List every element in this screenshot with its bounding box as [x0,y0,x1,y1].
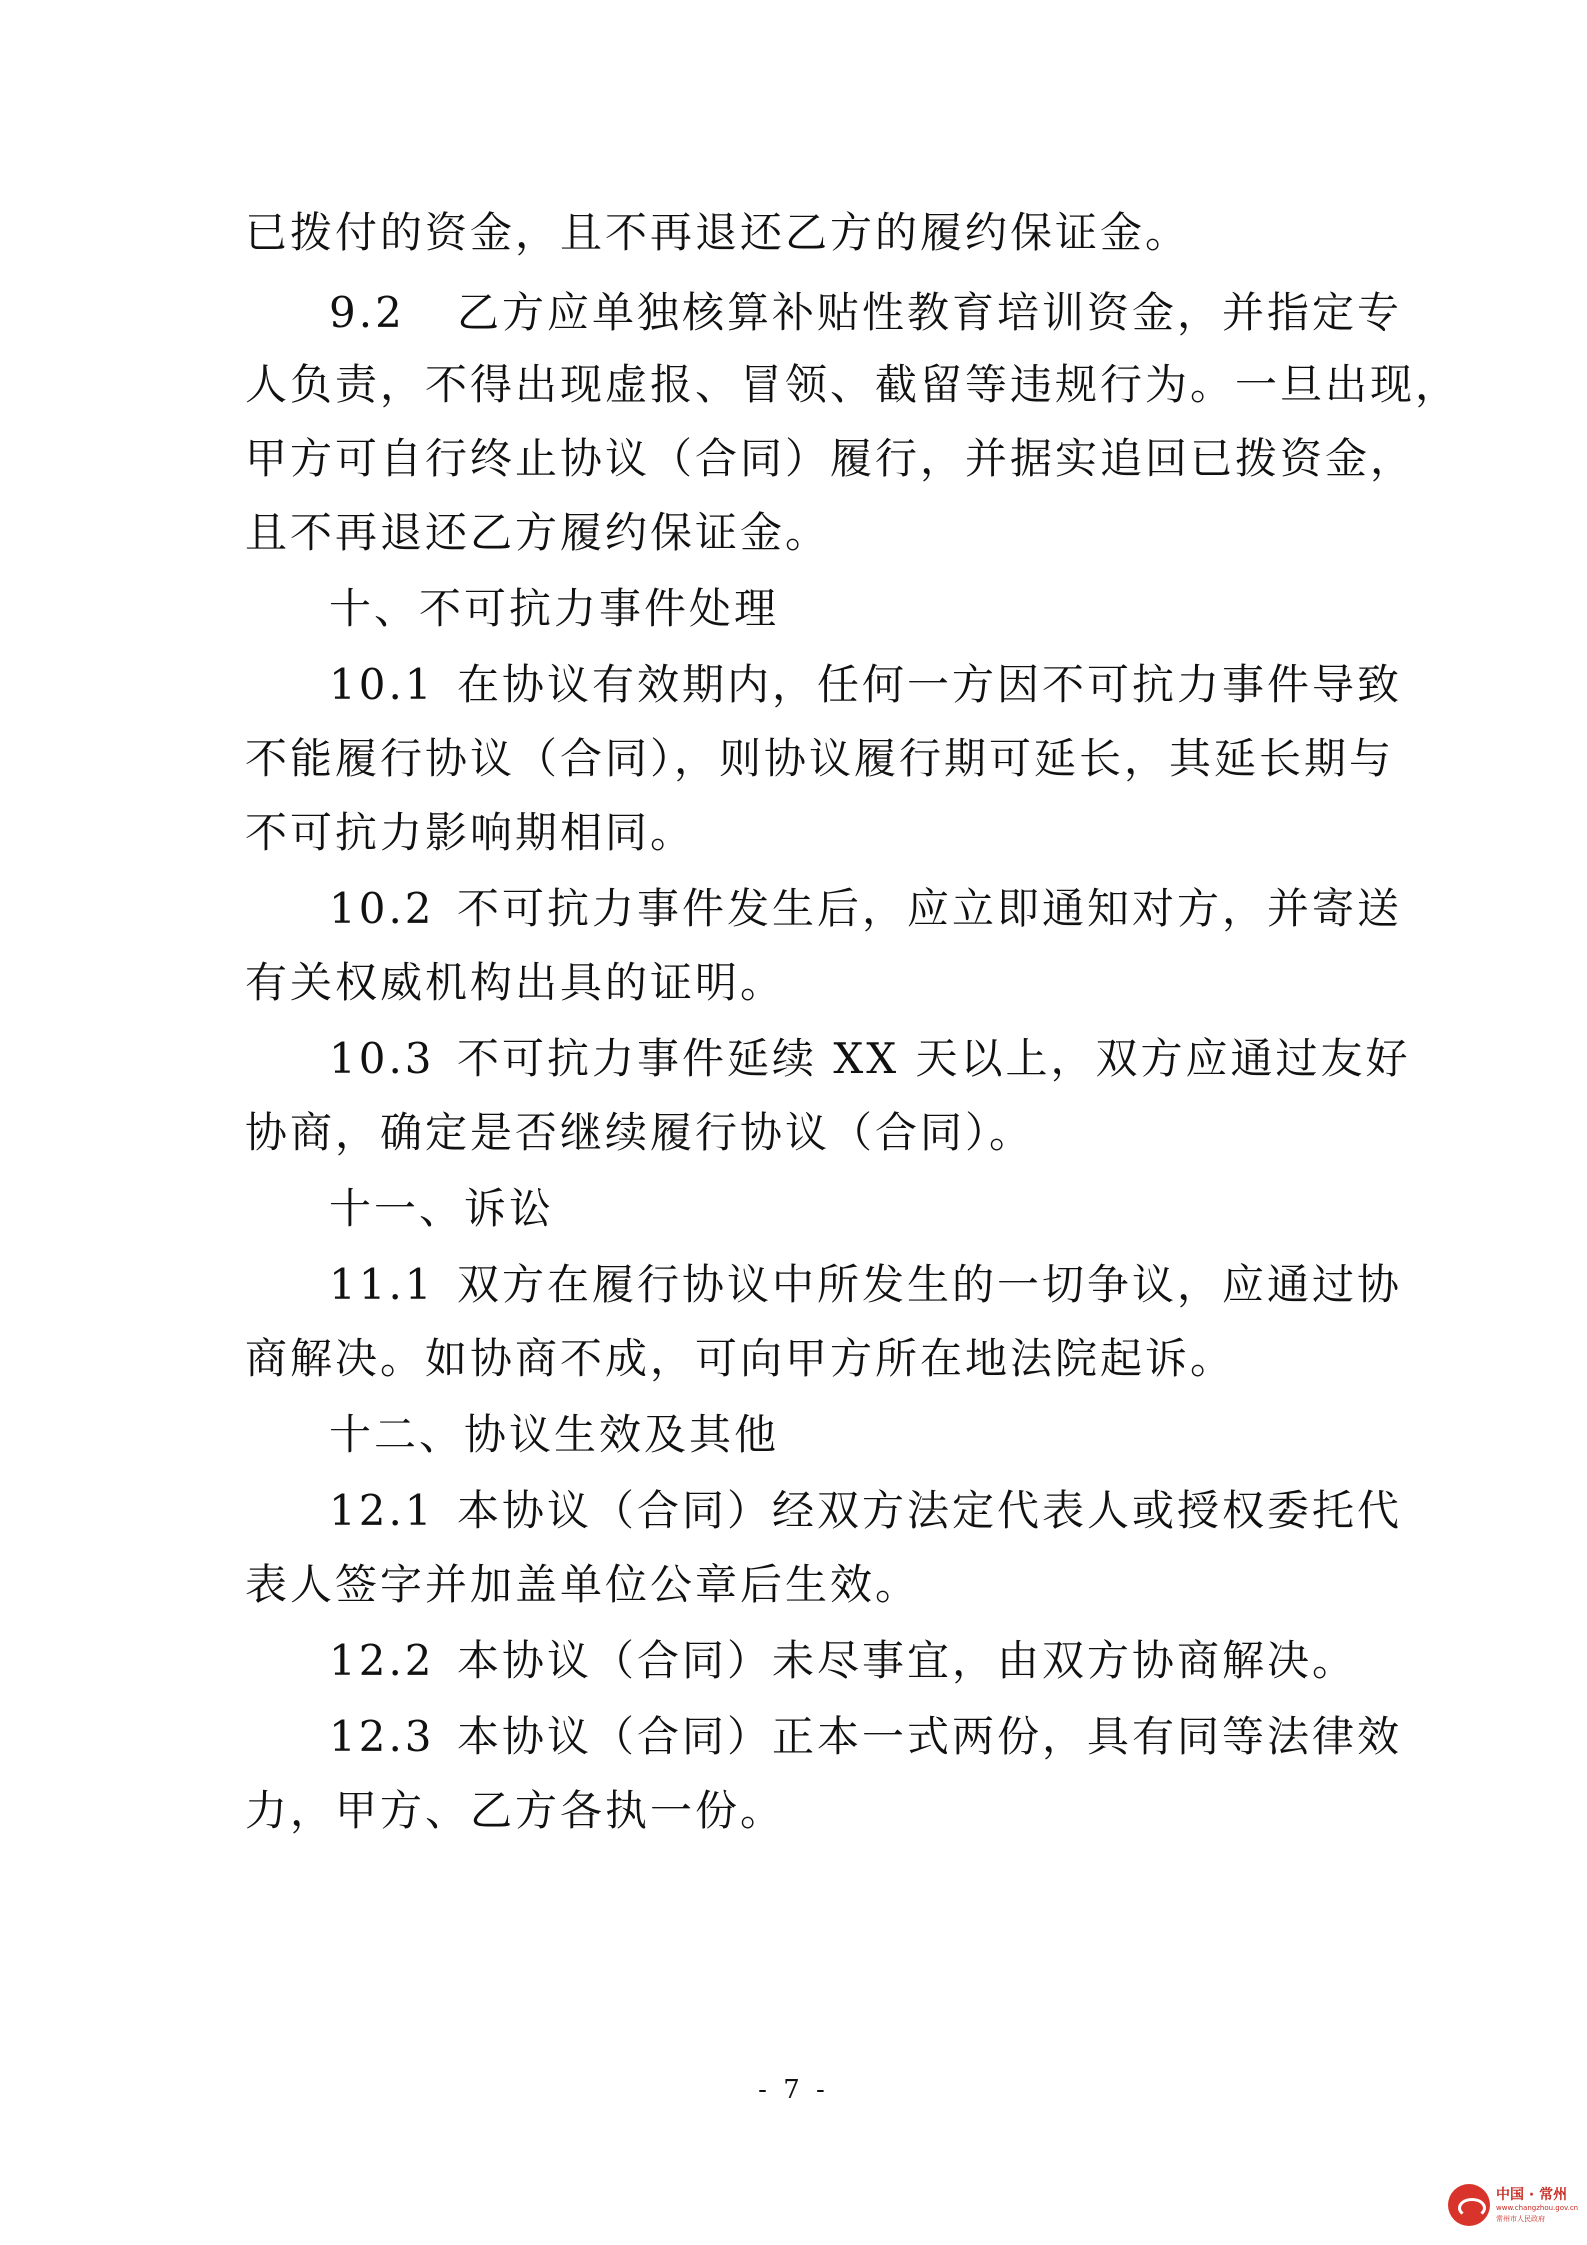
clause-number: 10.3 [329,1034,435,1083]
text-line: 已拨付的资金，且不再退还乙方的履约保证金。 [245,208,1191,257]
clause-text: 不可抗力事件延续 XX 天以上，双方应通过友好 [457,1034,1411,1083]
clause-10-2 [329,874,1402,944]
clause-number: 12.3 [329,1712,435,1761]
clause-number: 11.1 [329,1260,435,1309]
clause-text: 不可抗力事件发生后，应立即通知对方，并寄送 [457,884,1403,933]
site-logo [1448,2180,1578,2230]
clause-text: 乙方应单独核算补贴性教育培训资金，并指定专 [457,288,1403,337]
section-heading-11: 十一、诉讼 [329,1184,555,1233]
clause-12-3 [329,1702,1402,1772]
clause-11-1 [329,1250,1402,1320]
text-line: 不可抗力影响期相同。 [245,808,696,857]
logo-url: www.changzhou.gov.cn [1496,2204,1579,2212]
clause-text: 在协议有效期内，任何一方因不可抗力事件导致 [457,660,1403,709]
clause-number: 12.2 [329,1636,435,1685]
clause-text: 双方在履行协议中所发生的一切争议，应通过协 [457,1260,1403,1309]
clause-10-1 [329,650,1402,720]
clause-number: 9.2 [329,288,405,337]
text-line: 甲方可自行终止协议（合同）履行，并据实追回已拨资金， [245,434,1416,483]
logo-subtitle: 常州市人民政府 [1496,2215,1545,2223]
text-line: 有关权威机构出具的证明。 [245,958,786,1007]
clause-12-1 [329,1476,1402,1546]
text-line: 且不再退还乙方履约保证金。 [245,508,831,557]
clause-number: 10.1 [329,660,435,709]
text-line: 协商，确定是否继续履行协议（合同）。 [245,1108,1035,1157]
section-heading-12: 十二、协议生效及其他 [329,1410,780,1459]
text-line: 表人签字并加盖单位公章后生效。 [245,1560,921,1609]
clause-text: 本协议（合同）正本一式两份，具有同等法律效 [457,1712,1403,1761]
text-line: 人负责，不得出现虚报、冒领、截留等违规行为。一旦出现， [245,360,1461,409]
clause-12-2 [329,1626,1357,1696]
text-line: 不能履行协议（合同），则协议履行期可延长，其延长期与 [245,734,1395,783]
text-line: 商解决。如协商不成，可向甲方所在地法院起诉。 [245,1334,1236,1383]
clause-9-2 [329,278,1402,348]
clause-10-3 [329,1024,1411,1094]
section-heading-10: 十、不可抗力事件处理 [329,584,780,633]
clause-number: 12.1 [329,1486,435,1535]
logo-title: 中国 · 常州 [1496,2187,1568,2203]
page-number: - 7 - [758,2075,829,2105]
logo-emblem-icon [1448,2184,1490,2226]
text-line: 力，甲方、乙方各执一份。 [245,1786,786,1835]
clause-number: 10.2 [329,884,435,933]
clause-text: 本协议（合同）经双方法定代表人或授权委托代 [457,1486,1403,1535]
clause-text: 本协议（合同）未尽事宜，由双方协商解决。 [457,1636,1358,1685]
